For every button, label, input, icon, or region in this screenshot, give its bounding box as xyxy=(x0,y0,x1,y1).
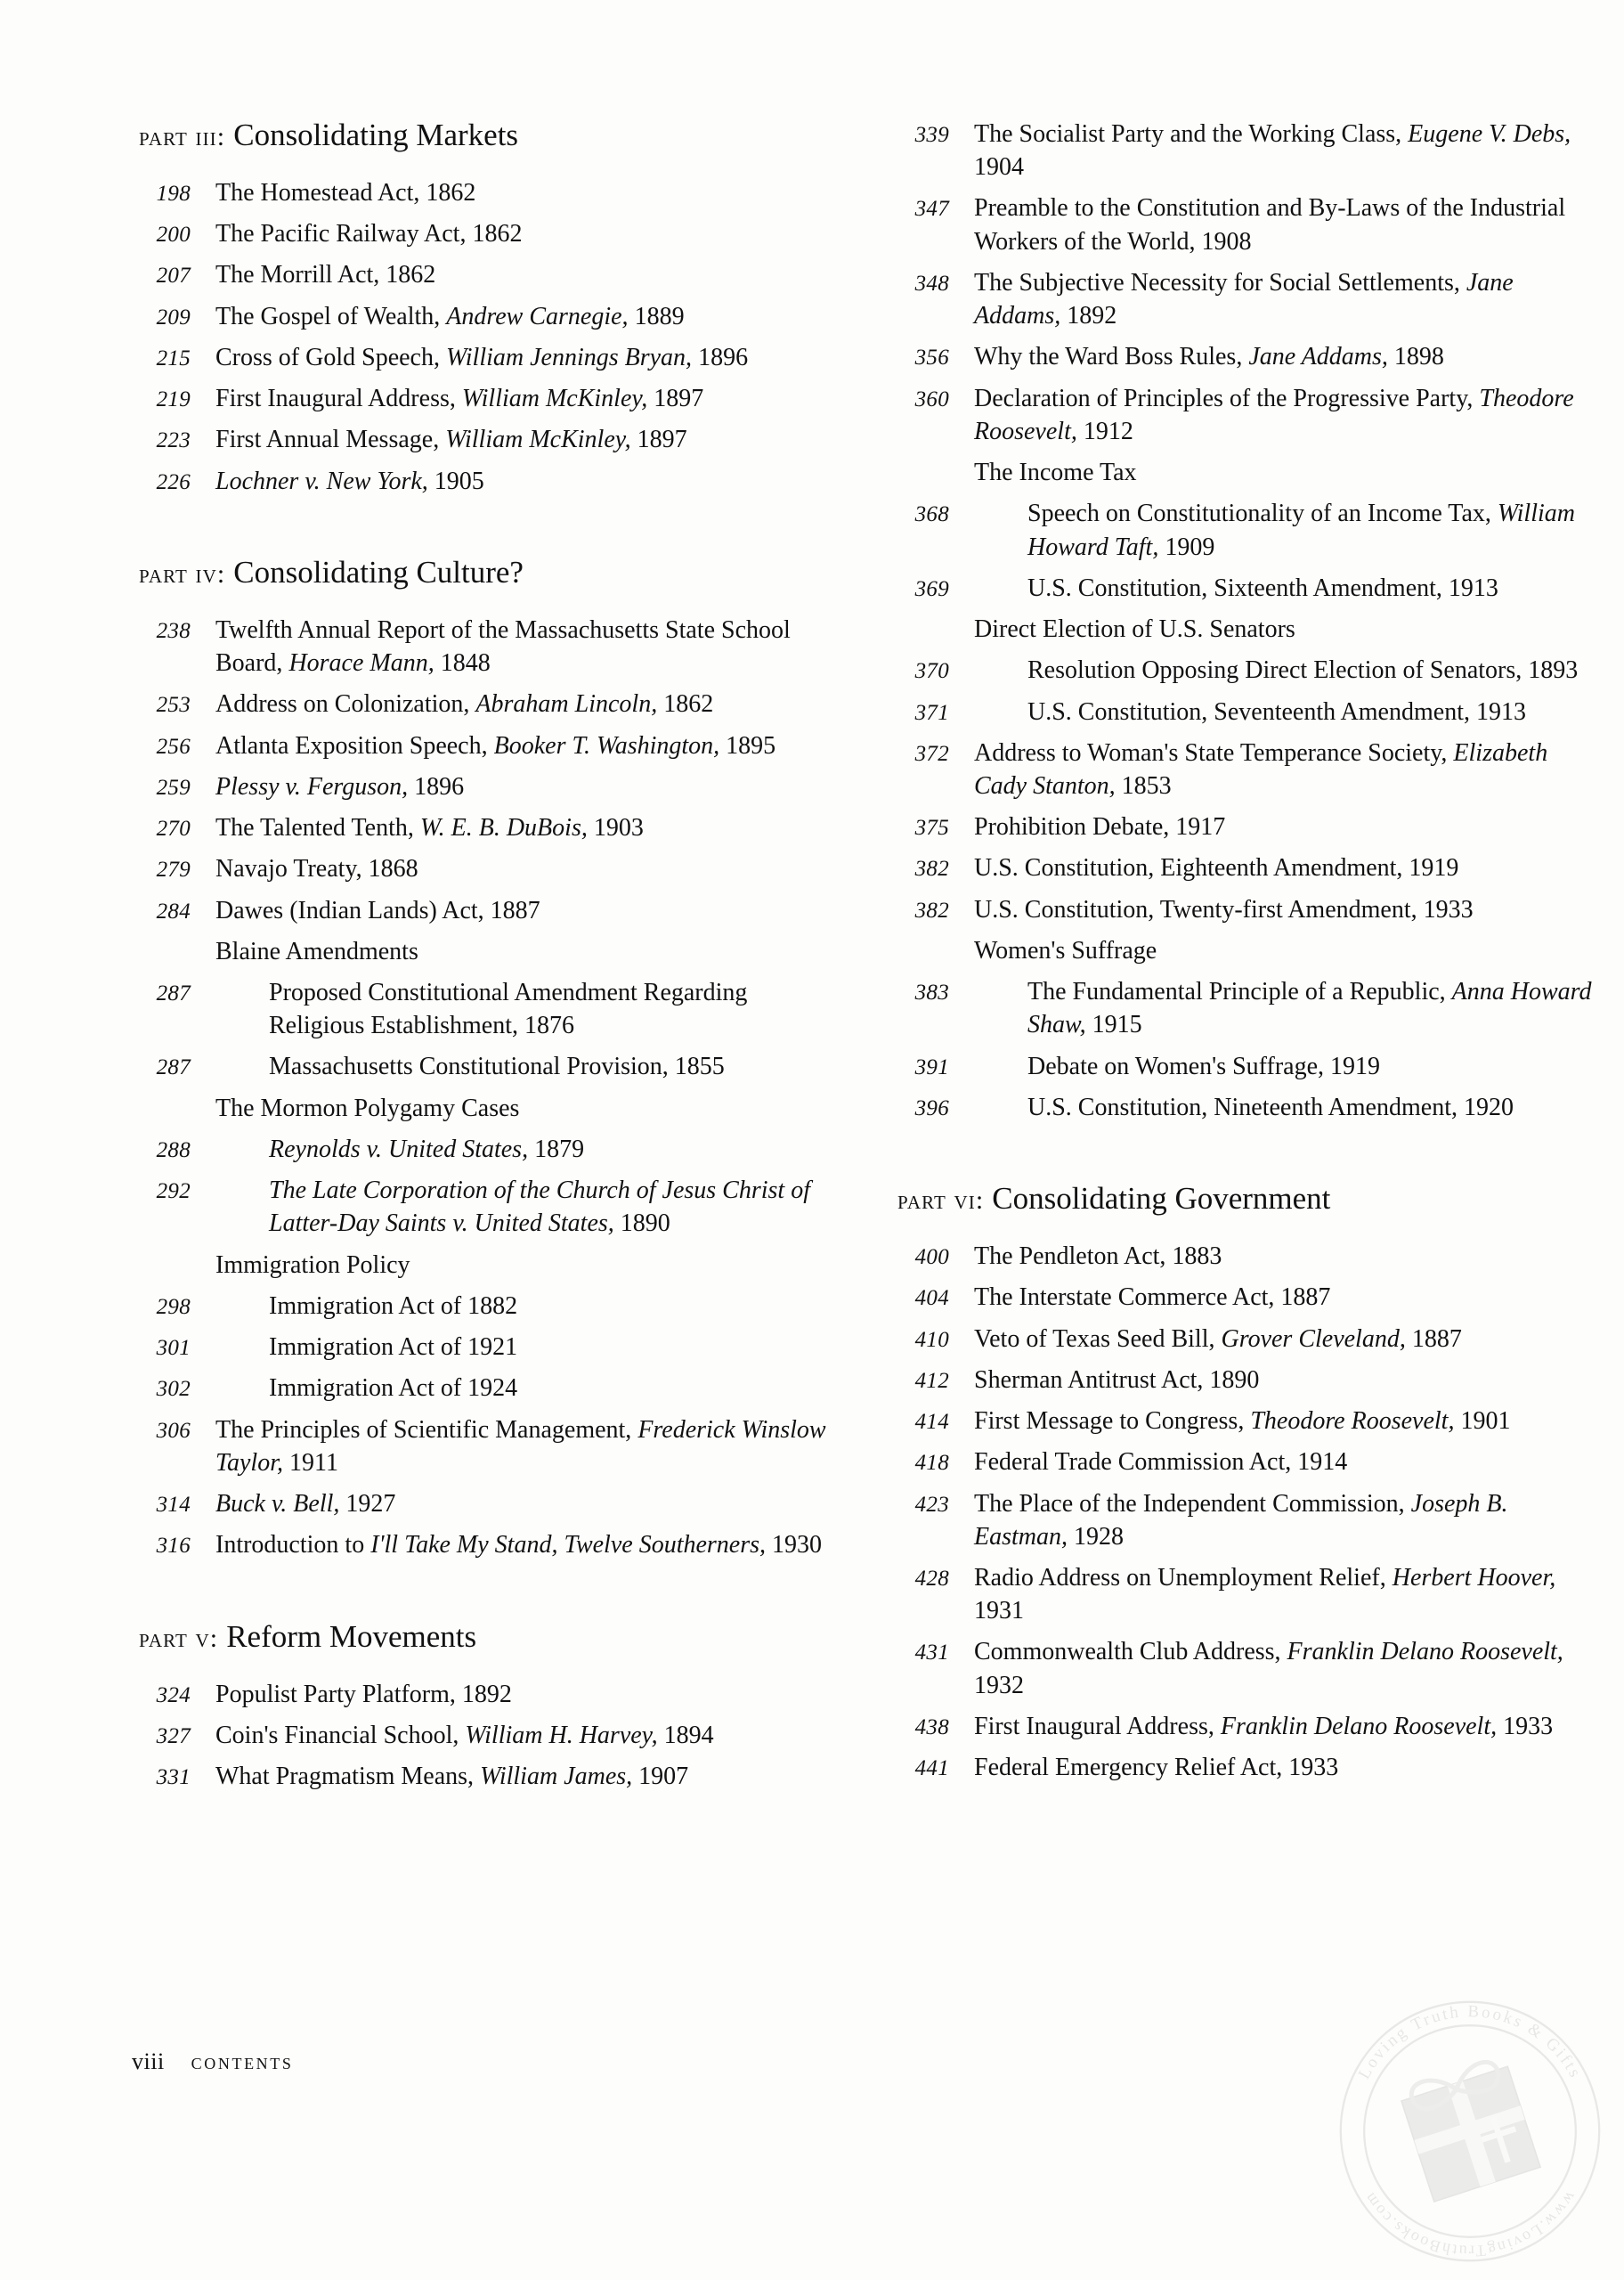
toc-entry-page-number: 198 xyxy=(156,182,191,206)
toc-entry[interactable] xyxy=(132,1331,835,1364)
toc-entry-title: Radio Address on Unemployment Relief, Herbert Hoover, 1931 xyxy=(974,1563,1556,1625)
toc-entry-page-number: 441 xyxy=(914,1756,949,1781)
toc-entry-title: Immigration Act of 1921 xyxy=(269,1333,518,1362)
toc-entry-title: Veto of Texas Seed Bill, Grover Cleveland, 1887 xyxy=(974,1324,1462,1353)
toc-entry-page-number: 209 xyxy=(156,305,191,330)
toc-entry-title: Women's Suffrage xyxy=(974,936,1157,965)
toc-entry[interactable] xyxy=(132,1372,835,1405)
toc-entry-title: Buck v. Bell, 1927 xyxy=(215,1490,396,1519)
part-heading-title: Consolidating Government xyxy=(992,1181,1331,1217)
toc-entry-title: Coin's Financial School, William H. Harvey, 1894 xyxy=(215,1721,714,1749)
toc-entry-page-number: 253 xyxy=(156,693,191,718)
toc-entry-page-number: 287 xyxy=(156,981,191,1006)
toc-entry[interactable] xyxy=(132,1719,835,1752)
toc-entry-page-number: 331 xyxy=(156,1764,191,1789)
toc-entry[interactable] xyxy=(890,1487,1594,1553)
toc-group-heading[interactable] xyxy=(132,1249,835,1282)
toc-entry[interactable] xyxy=(132,1678,835,1711)
toc-entry[interactable] xyxy=(132,176,835,209)
part-heading-label: part iii: xyxy=(139,122,226,151)
part-heading[interactable] xyxy=(132,555,835,590)
part-heading[interactable] xyxy=(890,1181,1594,1217)
toc-entry[interactable] xyxy=(890,737,1594,802)
toc-entry-title: Atlanta Exposition Speech, Booker T. Washington, 1895 xyxy=(215,731,776,760)
toc-entry-title: First Annual Message, William McKinley, 1897 xyxy=(215,426,687,454)
toc-entry-page-number: 412 xyxy=(914,1368,949,1393)
toc-entry-page-number: 431 xyxy=(914,1641,949,1665)
toc-entry-page-number: 256 xyxy=(156,734,191,759)
toc-entry-page-number: 356 xyxy=(914,346,949,370)
toc-entry[interactable] xyxy=(132,258,835,291)
toc-entry-title: Resolution Opposing Direct Election of Senators, 1893 xyxy=(1027,656,1579,685)
toc-entry-title: Preamble to the Constitution and By-Laws of the Industrial Workers of the World, 1908 xyxy=(974,194,1566,256)
toc-entry-title: Populist Party Platform, 1892 xyxy=(215,1680,512,1708)
toc-entry-title: Massachusetts Constitutional Provision, 1855 xyxy=(269,1053,725,1081)
toc-entry-page-number: 396 xyxy=(914,1095,949,1120)
toc-entry-page-number: 238 xyxy=(156,618,191,643)
toc-group-heading[interactable] xyxy=(890,934,1594,967)
toc-entry-page-number: 438 xyxy=(914,1714,949,1739)
toc-group-heading[interactable] xyxy=(890,613,1594,646)
toc-entry[interactable] xyxy=(890,810,1594,843)
toc-entry-title: Twelfth Annual Report of the Massachusetts State School Board, Horace Mann, 1848 xyxy=(215,615,791,678)
toc-entry-title: First Inaugural Address, William McKinley, 1897 xyxy=(215,385,704,413)
right-column xyxy=(890,118,1594,1801)
toc-entry[interactable] xyxy=(890,191,1594,257)
toc-entry-title: U.S. Constitution, Twenty-first Amendment, 1933 xyxy=(974,895,1474,924)
toc-entry-title: The Mormon Polygamy Cases xyxy=(215,1094,520,1122)
toc-entry-page-number: 339 xyxy=(914,123,949,147)
page-footer xyxy=(132,2048,293,2075)
toc-entry-page-number: 382 xyxy=(914,857,949,882)
toc-entry-page-number: 382 xyxy=(914,898,949,923)
toc-entry-title: Debate on Women's Suffrage, 1919 xyxy=(1027,1052,1381,1080)
toc-entry[interactable] xyxy=(132,729,835,762)
toc-entry-page-number: 371 xyxy=(914,700,949,725)
toc-entry-title: The Fundamental Principle of a Republic, Anna Howard Shaw, 1915 xyxy=(1027,978,1592,1039)
toc-entry-title: Immigration Policy xyxy=(215,1250,410,1279)
toc-entry[interactable] xyxy=(890,893,1594,926)
toc-entry[interactable] xyxy=(132,300,835,333)
toc-entry[interactable] xyxy=(132,894,835,927)
toc-entry-title: Declaration of Principles of the Progressive Party, Theodore Roosevelt, 1912 xyxy=(974,384,1574,445)
toc-entry-title: The Late Corporation of the Church of Jesus Christ of Latter-Day Saints v. United States, 1890 xyxy=(269,1177,810,1238)
toc-entry[interactable] xyxy=(132,341,835,374)
toc-entry-page-number: 316 xyxy=(156,1534,191,1559)
toc-entry[interactable] xyxy=(132,1050,835,1083)
toc-entry[interactable] xyxy=(890,266,1594,332)
svg-text:Loving Truth Books & Gifts xyxy=(1355,2002,1586,2082)
folio-number: viii xyxy=(132,2048,165,2074)
toc-entry-title: The Subjective Necessity for Social Settlements, Jane Addams, 1892 xyxy=(974,268,1514,330)
toc-entry[interactable] xyxy=(132,1487,835,1520)
toc-entry-page-number: 301 xyxy=(156,1336,191,1361)
toc-entry[interactable] xyxy=(890,572,1594,605)
toc-entry-page-number: 391 xyxy=(914,1054,949,1079)
toc-entry[interactable] xyxy=(890,1405,1594,1437)
toc-entry-page-number: 259 xyxy=(156,775,191,800)
toc-entry-page-number: 215 xyxy=(156,346,191,370)
toc-entry[interactable] xyxy=(890,1281,1594,1314)
watermark-bottom-text: www.LovingTruthBooks.com xyxy=(1360,2188,1580,2260)
left-column xyxy=(132,118,835,1801)
toc-entry-page-number: 368 xyxy=(914,502,949,527)
toc-entry-page-number: 327 xyxy=(156,1723,191,1748)
part-heading-label: part vi: xyxy=(897,1185,985,1216)
toc-entry-title: Plessy v. Ferguson, 1896 xyxy=(215,772,465,801)
toc-entry-title: Introduction to I'll Take My Stand, Twelve Southerners, 1930 xyxy=(215,1531,823,1559)
toc-entry[interactable] xyxy=(132,811,835,844)
toc-entry[interactable] xyxy=(890,1751,1594,1784)
toc-entry-page-number: 423 xyxy=(914,1492,949,1517)
toc-entry-title: What Pragmatism Means, William James, 1907 xyxy=(215,1762,689,1790)
toc-entry-title: Reynolds v. United States, 1879 xyxy=(269,1135,585,1163)
toc-entry[interactable] xyxy=(890,497,1594,563)
toc-entry[interactable] xyxy=(132,852,835,885)
toc-entry[interactable] xyxy=(132,1290,835,1323)
toc-entry-title: Navajo Treaty, 1868 xyxy=(215,855,418,884)
toc-entry-page-number: 372 xyxy=(914,741,949,766)
toc-entry-page-number: 226 xyxy=(156,469,191,494)
toc-entry-title: Sherman Antitrust Act, 1890 xyxy=(974,1365,1260,1394)
toc-entry-page-number: 288 xyxy=(156,1137,191,1162)
toc-entry[interactable] xyxy=(132,770,835,803)
toc-entry[interactable] xyxy=(890,1050,1594,1083)
toc-entry-page-number: 284 xyxy=(156,899,191,924)
toc-entry-title: Speech on Constitutionality of an Income Tax, William Howard Taft, 1909 xyxy=(1027,500,1575,561)
toc-entry-title: U.S. Constitution, Sixteenth Amendment, 1913 xyxy=(1027,574,1498,602)
toc-entry-title: The Place of the Independent Commission, Joseph B. Eastman, 1928 xyxy=(974,1489,1508,1551)
toc-entry[interactable] xyxy=(132,382,835,415)
toc-entry-title: Cross of Gold Speech, William Jennings Bryan, 1896 xyxy=(215,343,749,371)
part-heading-title: Consolidating Culture? xyxy=(233,554,524,590)
toc-entry[interactable] xyxy=(890,118,1594,183)
toc-entry-title: The Homestead Act, 1862 xyxy=(215,179,476,207)
toc-entry-page-number: 428 xyxy=(914,1566,949,1591)
toc-entry-page-number: 400 xyxy=(914,1245,949,1270)
toc-entry[interactable] xyxy=(890,1364,1594,1396)
toc-entry-title: First Inaugural Address, Franklin Delano Roosevelt, 1933 xyxy=(974,1712,1554,1740)
toc-entry-page-number: 223 xyxy=(156,428,191,453)
toc-entry-title: U.S. Constitution, Eighteenth Amendment, 1919 xyxy=(974,854,1459,883)
toc-entry-page-number: 375 xyxy=(914,816,949,841)
toc-entry-page-number: 287 xyxy=(156,1055,191,1080)
toc-group-heading[interactable] xyxy=(890,456,1594,489)
svg-text:www.LovingTruthBooks.com xyxy=(1360,2188,1579,2260)
toc-entry-title: Lochner v. New York, 1905 xyxy=(215,467,484,495)
toc-entry[interactable] xyxy=(890,1323,1594,1356)
toc-entry[interactable] xyxy=(132,614,835,680)
toc-entry-title: Blaine Amendments xyxy=(215,937,418,965)
toc-entry-title: Why the Ward Boss Rules, Jane Addams, 1898 xyxy=(974,343,1444,371)
toc-entry-page-number: 324 xyxy=(156,1682,191,1707)
toc-entry-title: First Message to Congress, Theodore Roosevelt, 1901 xyxy=(974,1407,1511,1436)
toc-entry-title: Federal Emergency Relief Act, 1933 xyxy=(974,1754,1339,1782)
toc-group-heading[interactable] xyxy=(132,935,835,968)
toc-entry[interactable] xyxy=(890,340,1594,373)
toc-entry[interactable] xyxy=(132,217,835,250)
toc-entry-title: U.S. Constitution, Seventeenth Amendment, 1913 xyxy=(1027,697,1526,726)
part-heading-title: Reform Movements xyxy=(226,1618,477,1654)
toc-entry[interactable] xyxy=(890,1240,1594,1273)
toc-entry[interactable] xyxy=(132,465,835,498)
part-heading-label: part iv: xyxy=(139,558,226,589)
toc-entry-title: The Pacific Railway Act, 1862 xyxy=(215,220,523,248)
toc-entry-page-number: 369 xyxy=(914,576,949,601)
toc-group-heading[interactable] xyxy=(132,1092,835,1125)
watermark-top-text: Loving Truth Books & Gifts xyxy=(1354,2002,1586,2083)
toc-entry-page-number: 418 xyxy=(914,1451,949,1476)
toc-entry-page-number: 410 xyxy=(914,1327,949,1352)
watermark-stamp xyxy=(1323,1984,1617,2278)
toc-entry-title: U.S. Constitution, Nineteenth Amendment, 1920 xyxy=(1027,1093,1514,1121)
toc-entry-page-number: 279 xyxy=(156,858,191,883)
toc-entry[interactable] xyxy=(890,1091,1594,1124)
toc-entry[interactable] xyxy=(132,688,835,721)
toc-entry-page-number: 298 xyxy=(156,1294,191,1319)
part-heading-title: Consolidating Markets xyxy=(233,118,519,152)
toc-entry[interactable] xyxy=(890,975,1594,1041)
toc-entry-title: Dawes (Indian Lands) Act, 1887 xyxy=(215,896,540,924)
toc-entry-page-number: 414 xyxy=(914,1410,949,1435)
toc-entry[interactable] xyxy=(132,976,835,1042)
toc-entry-title: Commonwealth Club Address, Franklin Delano Roosevelt, 1932 xyxy=(974,1638,1563,1699)
toc-entry-page-number: 200 xyxy=(156,223,191,248)
toc-entry-title: The Morrill Act, 1862 xyxy=(215,261,436,289)
part-heading[interactable] xyxy=(132,118,835,153)
toc-entry[interactable] xyxy=(132,1413,835,1479)
toc-entry-title: The Interstate Commerce Act, 1887 xyxy=(974,1283,1331,1312)
toc-entry[interactable] xyxy=(890,382,1594,448)
toc-entry-page-number: 347 xyxy=(914,197,949,222)
toc-entry-page-number: 270 xyxy=(156,817,191,842)
toc-entry-title: Address to Woman's State Temperance Society, Elizabeth Cady Stanton, 1853 xyxy=(974,738,1548,800)
toc-entry[interactable] xyxy=(132,1133,835,1166)
toc-entry-title: The Pendleton Act, 1883 xyxy=(974,1242,1222,1271)
toc-entry[interactable] xyxy=(890,696,1594,729)
toc-entry-title: Immigration Act of 1882 xyxy=(269,1291,518,1320)
toc-entry-page-number: 383 xyxy=(914,981,949,1006)
toc-entry-page-number: 370 xyxy=(914,659,949,684)
toc-entry-title: The Talented Tenth, W. E. B. DuBois, 1903 xyxy=(215,814,644,843)
toc-entry[interactable] xyxy=(132,423,835,456)
toc-entry-title: The Principles of Scientific Management, Frederick Winslow Taylor, 1911 xyxy=(215,1415,826,1477)
toc-entry-page-number: 404 xyxy=(914,1286,949,1311)
toc-entry[interactable] xyxy=(890,654,1594,687)
part-heading-label: part v: xyxy=(139,1623,219,1653)
toc-entry[interactable] xyxy=(132,1174,835,1240)
toc-entry-page-number: 292 xyxy=(156,1179,191,1204)
toc-entry-title: The Gospel of Wealth, Andrew Carnegie, 1889 xyxy=(215,302,685,330)
toc-entry-title: Federal Trade Commission Act, 1914 xyxy=(974,1448,1348,1477)
toc-entry[interactable] xyxy=(890,1561,1594,1627)
toc-entry-title: The Socialist Party and the Working Class, Eugene V. Debs, 1904 xyxy=(974,120,1571,182)
toc-entry-page-number: 219 xyxy=(156,387,191,412)
toc-entry-page-number: 306 xyxy=(156,1418,191,1443)
toc-entry[interactable] xyxy=(890,1635,1594,1701)
toc-entry[interactable] xyxy=(132,1760,835,1793)
toc-entry-page-number: 314 xyxy=(156,1493,191,1518)
footer-section-label: contents xyxy=(191,2050,294,2074)
two-column-layout xyxy=(0,118,1624,1801)
toc-entry-title: Direct Election of U.S. Senators xyxy=(974,615,1295,644)
toc-entry-title: Prohibition Debate, 1917 xyxy=(974,813,1226,842)
toc-entry-page-number: 207 xyxy=(156,264,191,289)
toc-entry-title: Address on Colonization, Abraham Lincoln, 1862 xyxy=(215,690,714,719)
toc-entry-page-number: 302 xyxy=(156,1377,191,1402)
toc-entry-title: The Income Tax xyxy=(974,459,1137,487)
toc-entry[interactable] xyxy=(890,851,1594,884)
toc-entry[interactable] xyxy=(132,1528,835,1561)
toc-entry-page-number: 360 xyxy=(914,387,949,411)
toc-entry-title: Immigration Act of 1924 xyxy=(269,1374,518,1403)
toc-entry[interactable] xyxy=(890,1445,1594,1478)
part-heading[interactable] xyxy=(132,1619,835,1655)
toc-entry-title: Proposed Constitutional Amendment Regarding Religious Establishment, 1876 xyxy=(269,978,748,1040)
toc-entry[interactable] xyxy=(890,1710,1594,1743)
toc-entry-page-number: 348 xyxy=(914,271,949,296)
